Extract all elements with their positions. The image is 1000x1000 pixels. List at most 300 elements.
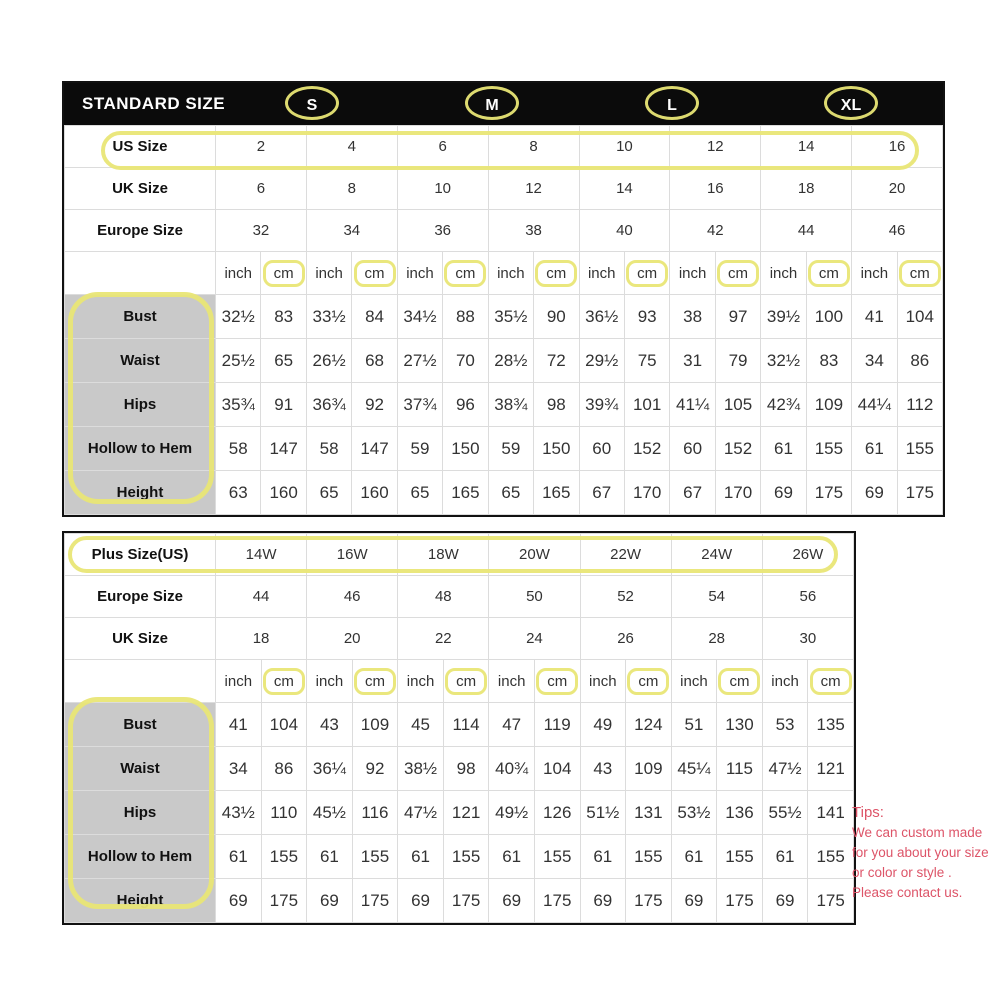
measure-value-cell: 175 xyxy=(897,471,942,515)
measure-value-cell: 175 xyxy=(717,879,763,923)
measure-row xyxy=(65,339,943,383)
cm-unit-highlighted: cm xyxy=(263,260,305,287)
size-value-cell: 6 xyxy=(397,126,488,168)
cm-unit-highlighted: cm xyxy=(354,668,396,695)
measure-value-cell: 141 xyxy=(808,791,854,835)
measure-value-cell: 86 xyxy=(897,339,942,383)
cm-unit-highlighted: cm xyxy=(626,260,668,287)
row-label: Europe Size xyxy=(65,210,216,252)
measure-value-cell: 175 xyxy=(352,879,398,923)
measure-value-cell: 115 xyxy=(717,747,763,791)
measure-value-cell: 47½ xyxy=(398,791,444,835)
measure-label: Hollow to Hem xyxy=(65,835,216,879)
measure-value-cell: 47½ xyxy=(762,747,808,791)
measure-value-cell: 65 xyxy=(306,471,351,515)
measure-value-cell: 61 xyxy=(762,835,808,879)
measure-value-cell: 55½ xyxy=(762,791,808,835)
measure-value-cell: 147 xyxy=(261,427,306,471)
measure-value-cell: 91 xyxy=(261,383,306,427)
measure-row xyxy=(65,427,943,471)
measure-value-cell: 42¾ xyxy=(761,383,806,427)
size-value-cell: 22 xyxy=(398,618,489,660)
size-header-row xyxy=(65,576,854,618)
size-value-cell: 48 xyxy=(398,576,489,618)
measure-value-cell: 69 xyxy=(216,879,262,923)
unit-cell xyxy=(398,660,444,703)
measure-value-cell: 100 xyxy=(806,295,851,339)
measure-value-cell: 160 xyxy=(352,471,397,515)
size-value-cell: 14 xyxy=(761,126,852,168)
measure-value-cell: 155 xyxy=(261,835,307,879)
measure-row xyxy=(65,791,854,835)
measure-value-cell: 40¾ xyxy=(489,747,535,791)
measure-value-cell: 175 xyxy=(261,879,307,923)
measure-label: Bust xyxy=(65,295,216,339)
unit-cell xyxy=(306,252,351,295)
size-value-cell: 46 xyxy=(852,210,943,252)
size-value-cell: 56 xyxy=(762,576,853,618)
measure-value-cell: 86 xyxy=(261,747,307,791)
unit-cell xyxy=(489,660,535,703)
measure-value-cell: 25½ xyxy=(216,339,261,383)
size-value-cell: 22W xyxy=(580,534,671,576)
measure-value-cell: 121 xyxy=(443,791,489,835)
plus-size-grid xyxy=(64,533,854,923)
measure-value-cell: 29½ xyxy=(579,339,624,383)
measure-value-cell: 136 xyxy=(717,791,763,835)
measure-row xyxy=(65,747,854,791)
unit-cell xyxy=(897,252,942,295)
measure-value-cell: 34 xyxy=(216,747,262,791)
unit-cell xyxy=(352,252,397,295)
unit-cell xyxy=(761,252,806,295)
measure-value-cell: 105 xyxy=(715,383,760,427)
measure-value-cell: 61 xyxy=(580,835,626,879)
measure-value-cell: 34½ xyxy=(397,295,442,339)
unit-cell xyxy=(261,252,306,295)
measure-value-cell: 160 xyxy=(261,471,306,515)
unit-cell xyxy=(216,660,262,703)
unit-cell xyxy=(717,660,763,703)
inch-unit-label: inch xyxy=(678,264,707,282)
tips-line: or color or style . xyxy=(852,865,952,880)
measure-value-cell: 32½ xyxy=(216,295,261,339)
unit-cell xyxy=(852,252,897,295)
measure-value-cell: 121 xyxy=(808,747,854,791)
measure-value-cell: 155 xyxy=(897,427,942,471)
measure-value-cell: 32½ xyxy=(761,339,806,383)
tips-note xyxy=(852,804,1000,903)
measure-value-cell: 83 xyxy=(261,295,306,339)
measure-value-cell: 175 xyxy=(808,879,854,923)
measure-value-cell: 116 xyxy=(352,791,398,835)
measure-value-cell: 51 xyxy=(671,703,717,747)
size-header-row xyxy=(65,534,854,576)
cm-unit-highlighted: cm xyxy=(354,260,396,287)
measure-value-cell: 45¼ xyxy=(671,747,717,791)
measure-value-cell: 58 xyxy=(216,427,261,471)
measure-value-cell: 84 xyxy=(352,295,397,339)
measure-value-cell: 155 xyxy=(626,835,672,879)
measure-value-cell: 119 xyxy=(534,703,580,747)
row-label xyxy=(65,660,216,703)
size-value-cell: 10 xyxy=(579,126,670,168)
measure-value-cell: 170 xyxy=(715,471,760,515)
measure-value-cell: 60 xyxy=(579,427,624,471)
size-value-cell: 26W xyxy=(762,534,853,576)
measure-row xyxy=(65,471,943,515)
measure-value-cell: 36½ xyxy=(579,295,624,339)
inch-unit-label: inch xyxy=(860,264,889,282)
plus-size-table xyxy=(62,531,856,925)
measure-value-cell: 110 xyxy=(261,791,307,835)
unit-cell xyxy=(443,660,489,703)
measure-value-cell: 34 xyxy=(852,339,897,383)
unit-cell xyxy=(670,252,715,295)
size-value-cell: 20W xyxy=(489,534,580,576)
size-value-cell: 54 xyxy=(671,576,762,618)
measure-value-cell: 175 xyxy=(443,879,489,923)
size-value-cell: 30 xyxy=(762,618,853,660)
size-value-cell: 18 xyxy=(761,168,852,210)
measure-value-cell: 61 xyxy=(761,427,806,471)
measure-value-cell: 152 xyxy=(624,427,669,471)
measure-value-cell: 69 xyxy=(580,879,626,923)
measure-value-cell: 49 xyxy=(580,703,626,747)
unit-cell xyxy=(579,252,624,295)
tips-title: Tips: xyxy=(852,804,884,821)
size-header-row xyxy=(65,168,943,210)
size-value-cell: 42 xyxy=(670,210,761,252)
unit-cell xyxy=(397,252,442,295)
measure-value-cell: 175 xyxy=(806,471,851,515)
measure-value-cell: 104 xyxy=(534,747,580,791)
measure-value-cell: 92 xyxy=(352,383,397,427)
unit-cell xyxy=(488,252,533,295)
measure-value-cell: 59 xyxy=(397,427,442,471)
measure-value-cell: 155 xyxy=(717,835,763,879)
measure-value-cell: 155 xyxy=(808,835,854,879)
measure-value-cell: 37¾ xyxy=(397,383,442,427)
measure-value-cell: 109 xyxy=(806,383,851,427)
measure-value-cell: 65 xyxy=(261,339,306,383)
measure-value-cell: 135 xyxy=(808,703,854,747)
inch-unit-label: inch xyxy=(587,264,616,282)
measure-value-cell: 38¾ xyxy=(488,383,533,427)
unit-cell xyxy=(715,252,760,295)
unit-cell xyxy=(534,252,579,295)
measure-value-cell: 49½ xyxy=(489,791,535,835)
measure-value-cell: 175 xyxy=(626,879,672,923)
size-value-cell: 16 xyxy=(670,168,761,210)
measure-value-cell: 53½ xyxy=(671,791,717,835)
measure-value-cell: 61 xyxy=(671,835,717,879)
measure-value-cell: 130 xyxy=(717,703,763,747)
standard-size-header-bar xyxy=(64,83,943,125)
row-label: Europe Size xyxy=(65,576,216,618)
measure-value-cell: 43 xyxy=(580,747,626,791)
size-group-s-badge: S xyxy=(285,86,339,120)
measure-value-cell: 88 xyxy=(443,295,488,339)
measure-label: Waist xyxy=(65,339,216,383)
measure-value-cell: 93 xyxy=(624,295,669,339)
measure-value-cell: 39¾ xyxy=(579,383,624,427)
measure-value-cell: 31 xyxy=(670,339,715,383)
size-value-cell: 2 xyxy=(216,126,307,168)
measure-value-cell: 104 xyxy=(897,295,942,339)
measure-value-cell: 38 xyxy=(670,295,715,339)
measure-value-cell: 60 xyxy=(670,427,715,471)
size-value-cell: 44 xyxy=(216,576,307,618)
size-value-cell: 14W xyxy=(216,534,307,576)
inch-unit-label: inch xyxy=(406,264,434,282)
measure-value-cell: 175 xyxy=(534,879,580,923)
size-group-m-badge: M xyxy=(465,86,519,120)
size-value-cell: 24W xyxy=(671,534,762,576)
measure-value-cell: 61 xyxy=(216,835,262,879)
size-header-row xyxy=(65,210,943,252)
size-value-cell: 18W xyxy=(398,534,489,576)
size-value-cell: 8 xyxy=(306,168,397,210)
unit-cell xyxy=(216,252,261,295)
measure-value-cell: 61 xyxy=(489,835,535,879)
standard-size-table xyxy=(62,81,945,517)
unit-cell xyxy=(624,252,669,295)
measure-value-cell: 69 xyxy=(852,471,897,515)
size-value-cell: 12 xyxy=(670,126,761,168)
size-group-l-badge: L xyxy=(645,86,699,120)
measure-value-cell: 109 xyxy=(352,703,398,747)
measure-value-cell: 98 xyxy=(534,383,579,427)
measure-value-cell: 69 xyxy=(489,879,535,923)
measure-value-cell: 165 xyxy=(443,471,488,515)
measure-value-cell: 114 xyxy=(443,703,489,747)
inch-unit-label: inch xyxy=(406,672,435,690)
standard-size-title: STANDARD SIZE xyxy=(82,94,226,113)
cm-unit-highlighted: cm xyxy=(808,260,850,287)
measure-value-cell: 36¾ xyxy=(306,383,351,427)
unit-cell xyxy=(808,660,854,703)
size-value-cell: 24 xyxy=(489,618,580,660)
cm-unit-highlighted: cm xyxy=(535,260,577,287)
cm-unit-highlighted: cm xyxy=(445,668,487,695)
measure-value-cell: 43 xyxy=(307,703,353,747)
unit-cell xyxy=(762,660,808,703)
size-value-cell: 4 xyxy=(306,126,397,168)
unit-cell xyxy=(307,660,353,703)
size-value-cell: 28 xyxy=(671,618,762,660)
measure-value-cell: 69 xyxy=(398,879,444,923)
size-value-cell: 6 xyxy=(216,168,307,210)
unit-cell xyxy=(580,660,626,703)
measure-value-cell: 59 xyxy=(488,427,533,471)
measure-value-cell: 70 xyxy=(443,339,488,383)
size-value-cell: 10 xyxy=(397,168,488,210)
size-value-cell: 20 xyxy=(852,168,943,210)
size-value-cell: 52 xyxy=(580,576,671,618)
measure-value-cell: 155 xyxy=(352,835,398,879)
measure-value-cell: 61 xyxy=(852,427,897,471)
cm-unit-highlighted: cm xyxy=(444,260,486,287)
measure-value-cell: 61 xyxy=(398,835,444,879)
size-header-row xyxy=(65,126,943,168)
measure-value-cell: 68 xyxy=(352,339,397,383)
measure-row xyxy=(65,383,943,427)
measure-value-cell: 51½ xyxy=(580,791,626,835)
measure-value-cell: 170 xyxy=(624,471,669,515)
measure-value-cell: 61 xyxy=(307,835,353,879)
size-value-cell: 16 xyxy=(852,126,943,168)
size-value-cell: 8 xyxy=(488,126,579,168)
tips-line: Please contact us. xyxy=(852,885,963,900)
cm-unit-highlighted: cm xyxy=(627,668,669,695)
row-label: UK Size xyxy=(65,168,216,210)
cm-unit-highlighted: cm xyxy=(718,668,760,695)
unit-cell xyxy=(671,660,717,703)
inch-unit-label: inch xyxy=(315,672,344,690)
measure-value-cell: 124 xyxy=(626,703,672,747)
measure-label: Bust xyxy=(65,703,216,747)
measure-value-cell: 147 xyxy=(352,427,397,471)
measure-value-cell: 131 xyxy=(626,791,672,835)
size-value-cell: 26 xyxy=(580,618,671,660)
measure-value-cell: 53 xyxy=(762,703,808,747)
measure-value-cell: 67 xyxy=(670,471,715,515)
measure-value-cell: 72 xyxy=(534,339,579,383)
measure-value-cell: 150 xyxy=(443,427,488,471)
measure-value-cell: 79 xyxy=(715,339,760,383)
size-value-cell: 34 xyxy=(306,210,397,252)
measure-value-cell: 27½ xyxy=(397,339,442,383)
measure-value-cell: 41 xyxy=(216,703,262,747)
measure-label: Hips xyxy=(65,791,216,835)
measure-value-cell: 69 xyxy=(761,471,806,515)
measure-value-cell: 43½ xyxy=(216,791,262,835)
cm-unit-highlighted: cm xyxy=(899,260,941,287)
measure-value-cell: 92 xyxy=(352,747,398,791)
inch-unit-label: inch xyxy=(497,264,525,282)
unit-cell xyxy=(534,660,580,703)
cm-unit-highlighted: cm xyxy=(263,668,305,695)
measure-value-cell: 155 xyxy=(806,427,851,471)
standard-size-grid xyxy=(64,125,943,515)
row-label: Plus Size(US) xyxy=(65,534,216,576)
cm-unit-highlighted: cm xyxy=(717,260,759,287)
measure-value-cell: 155 xyxy=(443,835,489,879)
measure-value-cell: 112 xyxy=(897,383,942,427)
row-label: US Size xyxy=(65,126,216,168)
unit-cell xyxy=(352,660,398,703)
measure-value-cell: 69 xyxy=(307,879,353,923)
size-value-cell: 12 xyxy=(488,168,579,210)
measure-value-cell: 96 xyxy=(443,383,488,427)
size-value-cell: 16W xyxy=(307,534,398,576)
inch-unit-label: inch xyxy=(315,264,343,282)
tips-line: We can custom made xyxy=(852,825,983,840)
inch-unit-label: inch xyxy=(589,672,617,690)
measure-value-cell: 65 xyxy=(397,471,442,515)
measure-value-cell: 165 xyxy=(534,471,579,515)
measure-value-cell: 98 xyxy=(443,747,489,791)
size-value-cell: 40 xyxy=(579,210,670,252)
measure-label: Hollow to Hem xyxy=(65,427,216,471)
measure-label: Hips xyxy=(65,383,216,427)
measure-value-cell: 65 xyxy=(488,471,533,515)
unit-row xyxy=(65,252,943,295)
size-header-row xyxy=(65,618,854,660)
measure-label: Height xyxy=(65,471,216,515)
cm-unit-highlighted: cm xyxy=(810,668,852,695)
measure-value-cell: 36¼ xyxy=(307,747,353,791)
measure-value-cell: 126 xyxy=(534,791,580,835)
tips-line: for you about your size xyxy=(852,845,989,860)
measure-value-cell: 26½ xyxy=(306,339,351,383)
inch-unit-label: inch xyxy=(771,672,799,690)
measure-value-cell: 41 xyxy=(852,295,897,339)
unit-cell xyxy=(626,660,672,703)
measure-label: Height xyxy=(65,879,216,923)
unit-cell xyxy=(443,252,488,295)
measure-value-cell: 150 xyxy=(534,427,579,471)
measure-value-cell: 47 xyxy=(489,703,535,747)
unit-cell xyxy=(806,252,851,295)
row-label xyxy=(65,252,216,295)
measure-value-cell: 90 xyxy=(534,295,579,339)
measure-value-cell: 67 xyxy=(579,471,624,515)
size-value-cell: 36 xyxy=(397,210,488,252)
measure-value-cell: 35½ xyxy=(488,295,533,339)
unit-row xyxy=(65,660,854,703)
size-value-cell: 50 xyxy=(489,576,580,618)
measure-row xyxy=(65,703,854,747)
size-value-cell: 18 xyxy=(216,618,307,660)
measure-value-cell: 33½ xyxy=(306,295,351,339)
measure-value-cell: 41¼ xyxy=(670,383,715,427)
measure-value-cell: 38½ xyxy=(398,747,444,791)
measure-value-cell: 109 xyxy=(626,747,672,791)
measure-value-cell: 44¼ xyxy=(852,383,897,427)
measure-row xyxy=(65,835,854,879)
measure-value-cell: 69 xyxy=(671,879,717,923)
measure-value-cell: 39½ xyxy=(761,295,806,339)
measure-value-cell: 101 xyxy=(624,383,669,427)
measure-value-cell: 45½ xyxy=(307,791,353,835)
measure-value-cell: 58 xyxy=(306,427,351,471)
measure-value-cell: 152 xyxy=(715,427,760,471)
measure-value-cell: 83 xyxy=(806,339,851,383)
measure-value-cell: 45 xyxy=(398,703,444,747)
measure-value-cell: 97 xyxy=(715,295,760,339)
row-label: UK Size xyxy=(65,618,216,660)
measure-value-cell: 35¾ xyxy=(216,383,261,427)
cm-unit-highlighted: cm xyxy=(536,668,578,695)
measure-value-cell: 28½ xyxy=(488,339,533,383)
size-value-cell: 32 xyxy=(216,210,307,252)
measure-value-cell: 155 xyxy=(534,835,580,879)
inch-unit-label: inch xyxy=(497,672,526,690)
measure-row xyxy=(65,295,943,339)
size-value-cell: 38 xyxy=(488,210,579,252)
inch-unit-label: inch xyxy=(224,264,252,282)
measure-value-cell: 63 xyxy=(216,471,261,515)
size-value-cell: 20 xyxy=(307,618,398,660)
measure-row xyxy=(65,879,854,923)
measure-value-cell: 69 xyxy=(762,879,808,923)
measure-value-cell: 104 xyxy=(261,703,307,747)
measure-value-cell: 75 xyxy=(624,339,669,383)
size-group-xl-badge: XL xyxy=(824,86,878,120)
measure-label: Waist xyxy=(65,747,216,791)
